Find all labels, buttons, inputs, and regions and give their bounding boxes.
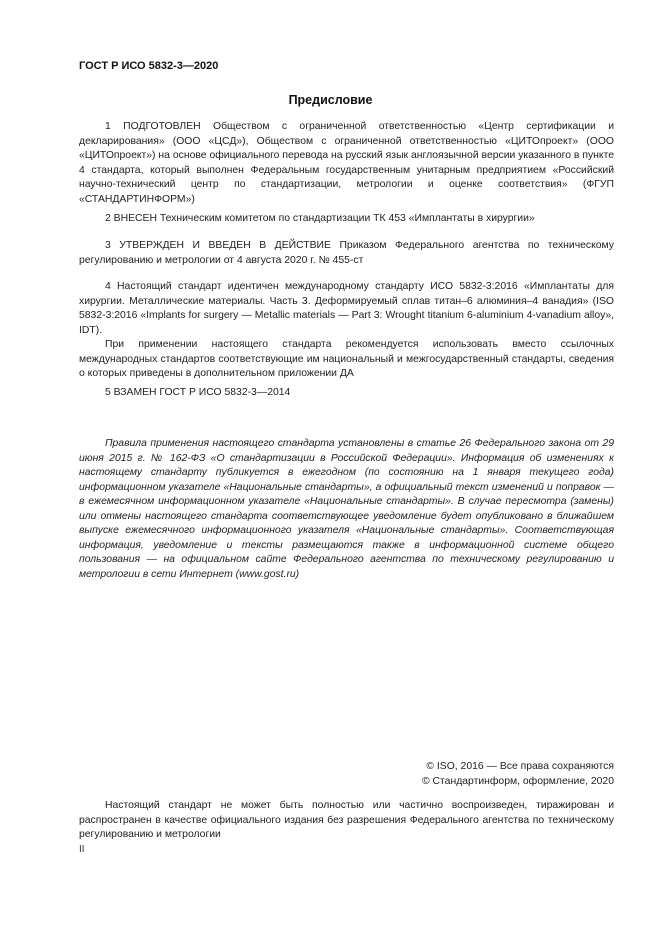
document-header: ГОСТ Р ИСО 5832-3—2020 [79, 60, 219, 72]
item-4 [79, 280, 614, 382]
item-4-text: 4 Настоящий стандарт идентичен международному стандарту ИСО 5832-3:2016 «Имплантаты для хирургии. Металлические материалы. Часть 3. Деформируемый сплав титан–6 алюминия–4 ванадия» (ISO 5832-3:2016 «Implants for surgery — Metallic materials — Part 3: Wrought titanium 6-aluminium 4-vanadium alloy», IDT). [79, 281, 614, 336]
page-number: II [79, 844, 85, 855]
copyright-block [422, 760, 614, 789]
item-5 [79, 386, 614, 401]
notice-text: Настоящий стандарт не может быть полностью или частично воспроизведен, тиражирован и распространен в качестве официального издания без разрешения Федерального агентства по техническому регулированию и метрологии [79, 800, 614, 840]
rules-text: Правила применения настоящего стандарта установлены в статье 26 Федерального закона от 29 июня 2015 г. № 162-ФЗ «О стандартизации в Российской Федерации». Информация об изменениях к настоящему стандарту публикуется в ежегодном (по состоянию на 1 января текущего года) информационном указателе «Национальные стандарты», а официальный текст изменений и поправок — в ежемесячном информационном указателе «Национальные стандарты». В случае пересмотра (замены) или отмены настоящего стандарта соответствующее уведомление будет опубликовано в ближайшем выпуске ежемесячного информационного указателя «Национальные стандарты». Соответствующая информация, уведомление и тексты размещаются также в информационной системе общего пользования — на официальном сайте Федерального агентства по техническому регулированию и метрологии в сети Интернет (www.gost.ru) [79, 438, 614, 580]
copyright-standartinform: © Стандартинформ, оформление, 2020 [421, 775, 614, 787]
item-1-text: 1 ПОДГОТОВЛЕН Обществом с ограниченной ответственностью «Центр сертификации и декларирования» (ООО «ЦСД»), Обществом с ограниченной ответственностью «ЦИТОпроект» (ООО «ЦИТОпроект») на основе официального перевода на русский язык англоязычной версии указанного в пункте 4 стандарта, который выполнен Федеральным государственным унитарным предприятием «Российский научно-технический центр по стандартизации, метрологии и оценке соответствия» (ФГУП «СТАНДАРТИНФОРМ») [79, 121, 614, 205]
item-1 [79, 120, 614, 207]
item-2 [79, 212, 614, 227]
section-title: Предисловие [288, 93, 373, 107]
copyright-iso: © ISO, 2016 — Все права сохраняются [426, 761, 614, 772]
reproduction-notice [79, 799, 614, 843]
item-2-text: 2 ВНЕСЕН Техническим комитетом по стандартизации ТК 453 «Имплантаты в хирургии» [105, 213, 535, 224]
item-3-text: 3 УТВЕРЖДЕН И ВВЕДЕН В ДЕЙСТВИЕ Приказом Федерального агентства по техническому регулированию и метрологии от 4 августа 2020 г. № 455-ст [79, 240, 614, 266]
item-3 [79, 239, 614, 268]
item-4-note: При применении настоящего стандарта рекомендуется использовать вместо ссылочных международных стандартов соответствующие им национальный и межгосударственный стандарты, сведения о которых приведены в дополнительном приложении ДА [79, 339, 614, 379]
item-5-text: 5 ВЗАМЕН ГОСТ Р ИСО 5832-3—2014 [105, 387, 291, 398]
rules-paragraph [79, 437, 614, 582]
